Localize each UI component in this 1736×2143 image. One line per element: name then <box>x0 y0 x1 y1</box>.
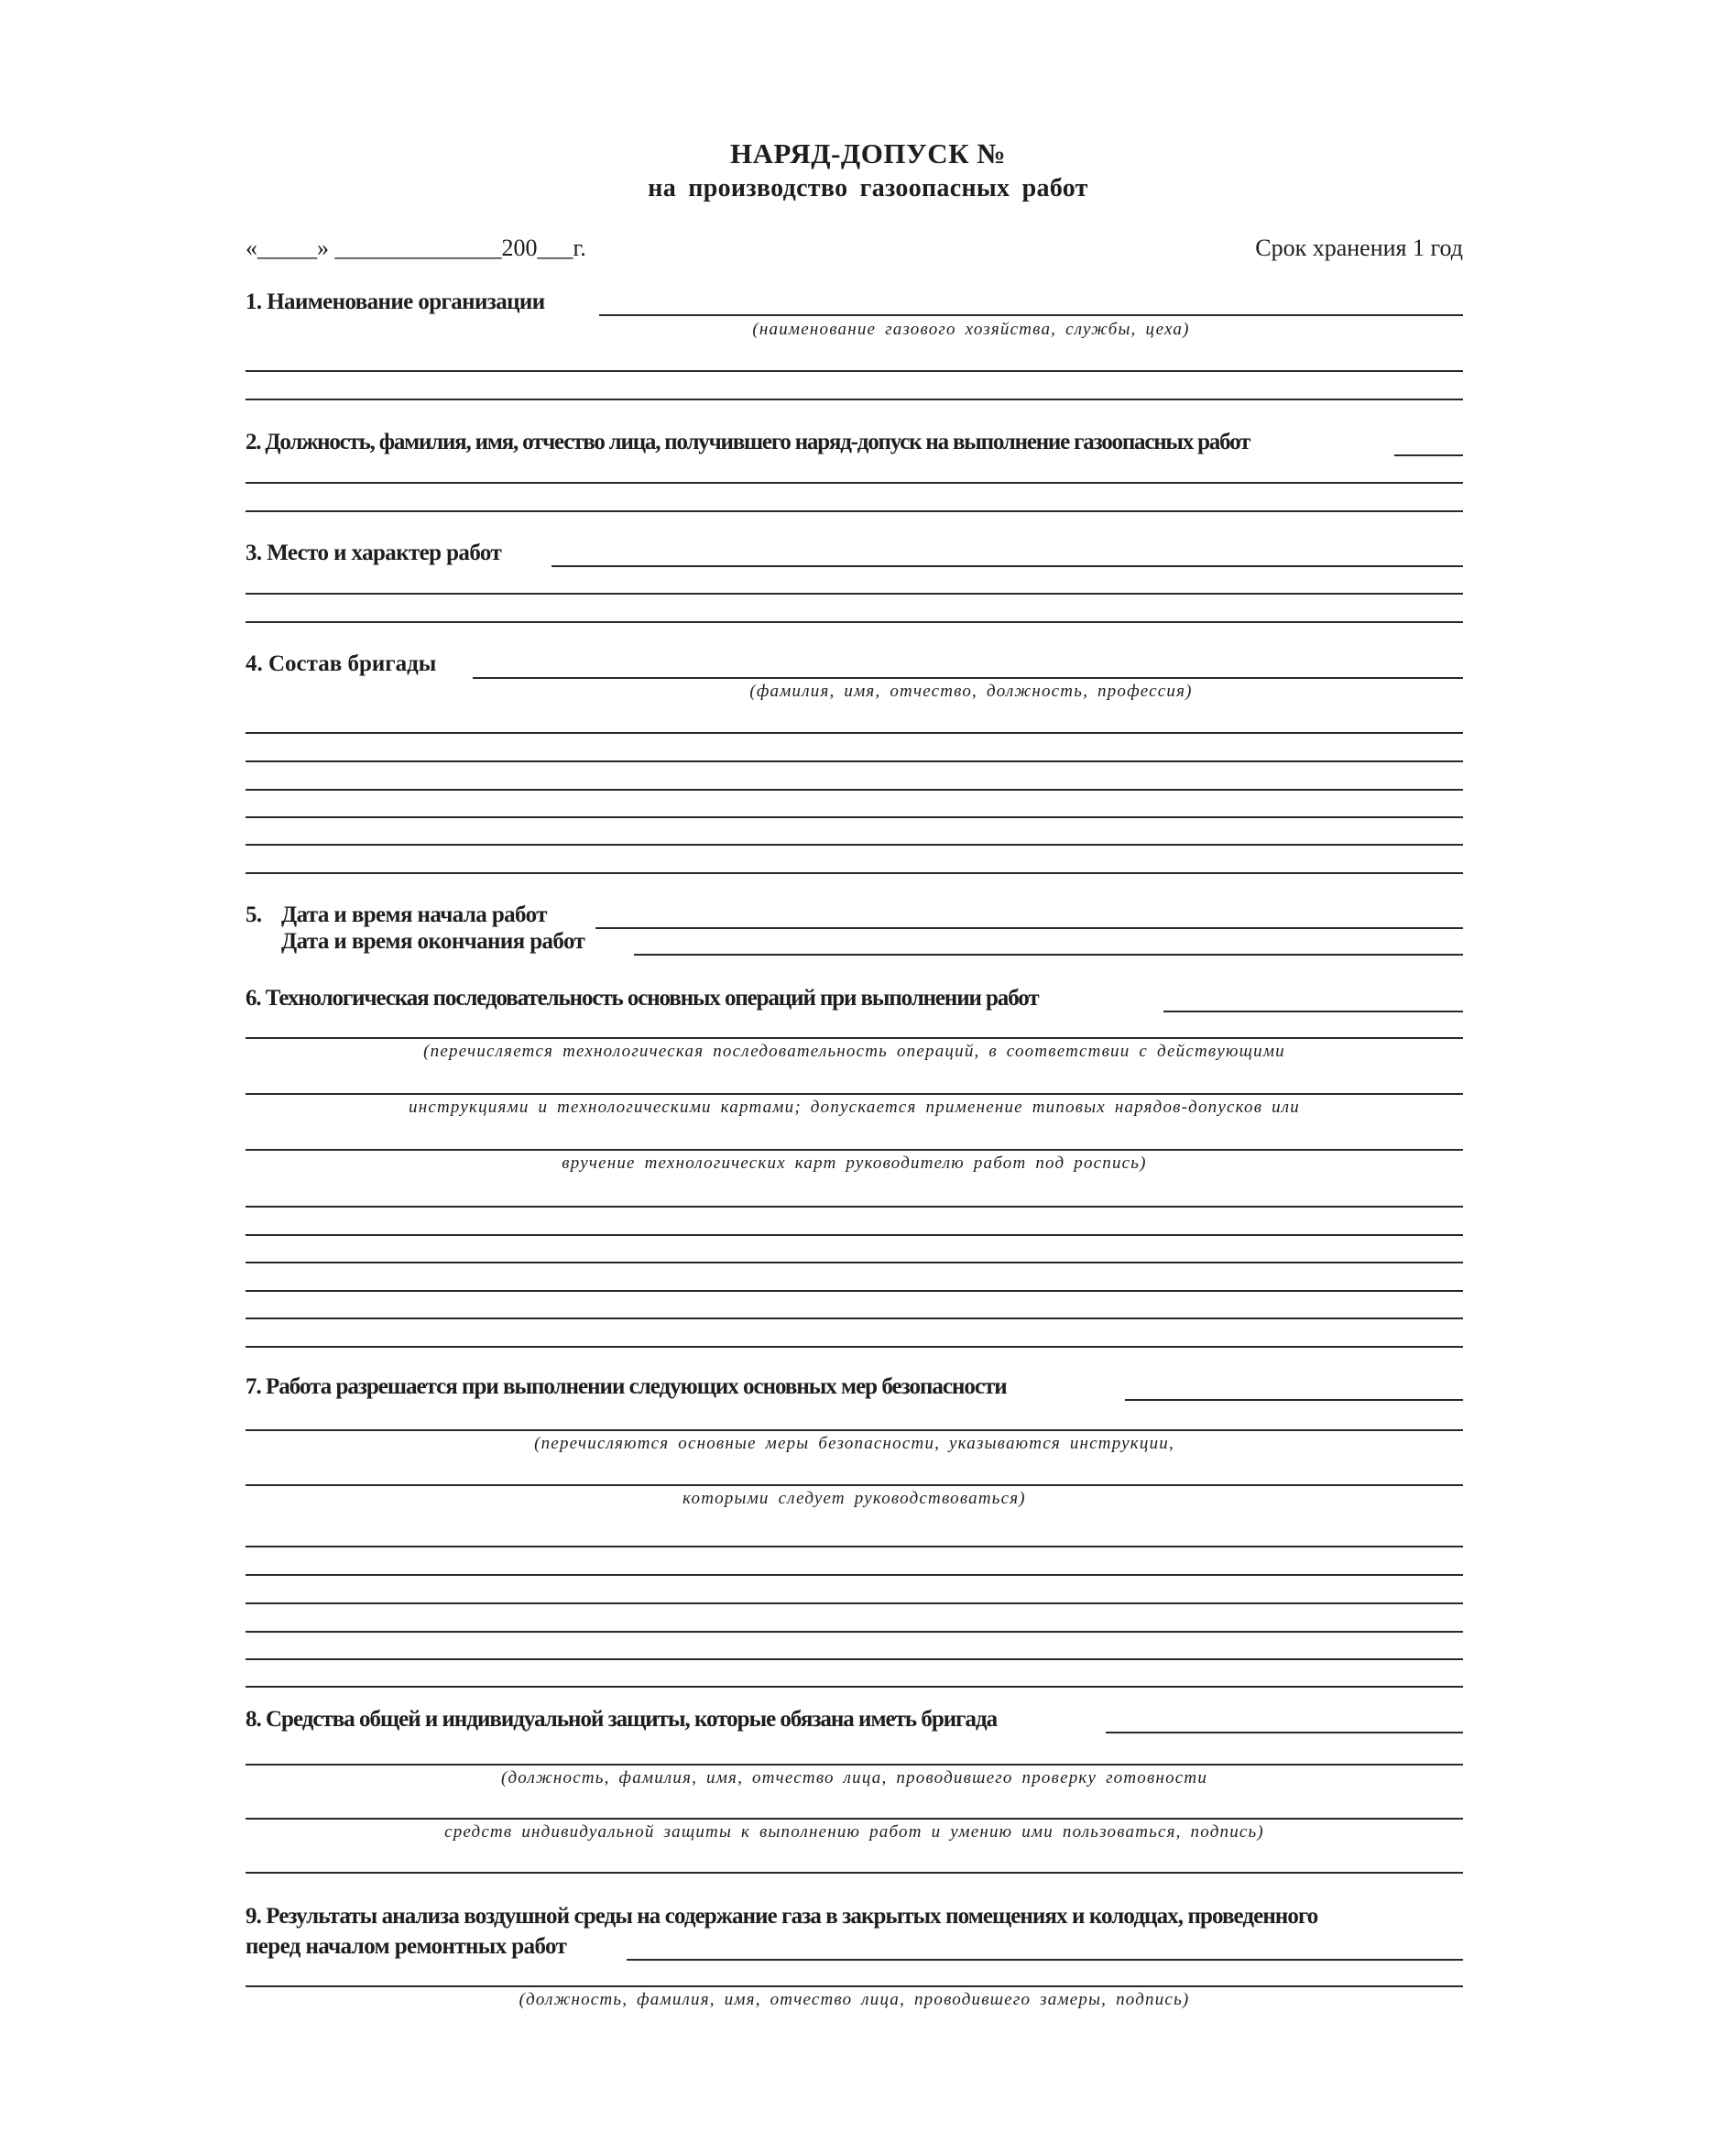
organization-name-field[interactable] <box>599 314 1463 316</box>
section-9-label-line-2: перед началом ремонтных работ <box>246 1934 567 1959</box>
fill-line[interactable] <box>246 816 1463 818</box>
fill-line[interactable] <box>246 1985 1463 1987</box>
section-8-caption-1: (должность, фамилия, имя, отчество лица, проводившего проверку готовности <box>500 1768 1208 1788</box>
date-field[interactable]: «_____» ______________200___г. <box>246 235 586 261</box>
fill-line[interactable] <box>246 1037 1463 1039</box>
fill-line[interactable] <box>246 1290 1463 1292</box>
fill-line[interactable] <box>246 1574 1463 1576</box>
responsible-person-field[interactable] <box>1394 454 1463 456</box>
retention-period: Срок хранения 1 год <box>1255 235 1463 261</box>
protection-means-field[interactable] <box>1106 1732 1463 1733</box>
fill-line[interactable] <box>246 1234 1463 1236</box>
section-4-label: 4. Состав бригады <box>246 651 437 676</box>
section-6-caption-3: вручение технологических карт руководителю работ под роспись) <box>562 1154 1147 1173</box>
fill-line[interactable] <box>246 1764 1463 1766</box>
fill-line[interactable] <box>246 1686 1463 1688</box>
fill-line[interactable] <box>246 482 1463 484</box>
fill-line[interactable] <box>246 760 1463 762</box>
fill-line[interactable] <box>246 1546 1463 1547</box>
section-3-label: 3. Место и характер работ <box>246 541 502 565</box>
fill-line[interactable] <box>246 1872 1463 1874</box>
fill-line[interactable] <box>246 593 1463 595</box>
start-datetime-field[interactable] <box>595 927 1463 929</box>
fill-line[interactable] <box>246 1093 1463 1095</box>
section-8-label: 8. Средства общей и индивидуальной защиты, которые обязана иметь бригада <box>246 1707 998 1732</box>
operations-sequence-field[interactable] <box>1163 1011 1463 1012</box>
fill-line[interactable] <box>246 1602 1463 1604</box>
fill-line[interactable] <box>246 789 1463 791</box>
fill-line[interactable] <box>246 510 1463 512</box>
fill-line[interactable] <box>246 872 1463 874</box>
section-6-caption-2: инструкциями и технологическими картами; допускается применение типовых нарядов-допусков или <box>409 1098 1300 1117</box>
end-datetime-field[interactable] <box>634 954 1463 956</box>
section-1-label: 1. Наименование организации <box>246 290 545 314</box>
brigade-composition-field[interactable] <box>473 677 1463 679</box>
fill-line[interactable] <box>246 1346 1463 1348</box>
fill-line[interactable] <box>246 1484 1463 1486</box>
section-7-caption-1: (перечисляются основные меры безопасности, указываются инструкции, <box>534 1434 1174 1453</box>
fill-line[interactable] <box>246 1818 1463 1820</box>
fill-line[interactable] <box>246 1631 1463 1633</box>
section-9-label-line-1: 9. Результаты анализа воздушной среды на содержание газа в закрытых помещениях и колодцах, проведенного <box>246 1904 1318 1929</box>
fill-line[interactable] <box>246 370 1463 372</box>
section-7-label: 7. Работа разрешается при выполнении следующих основных мер безопасности <box>246 1374 1007 1399</box>
start-datetime-label: Дата и время начала работ <box>281 902 547 927</box>
fill-line[interactable] <box>246 1318 1463 1319</box>
section-4-caption: (фамилия, имя, отчество, должность, профессия) <box>749 682 1193 701</box>
air-analysis-field[interactable] <box>627 1959 1463 1961</box>
section-1-caption: (наименование газового хозяйства, службы, цеха) <box>752 320 1190 339</box>
safety-measures-field[interactable] <box>1125 1399 1463 1401</box>
section-8-caption-2: средств индивидуальной защиты к выполнению работ и умению ими пользоваться, подпись) <box>444 1822 1264 1842</box>
work-place-field[interactable] <box>551 565 1463 567</box>
fill-line[interactable] <box>246 621 1463 623</box>
fill-line[interactable] <box>246 1658 1463 1660</box>
section-7-caption-2: которыми следует руководствоваться) <box>682 1489 1026 1508</box>
section-9-caption: (должность, фамилия, имя, отчество лица, проводившего замеры, подпись) <box>519 1990 1190 2009</box>
section-5-number: 5. <box>246 902 262 927</box>
fill-line[interactable] <box>246 1149 1463 1151</box>
fill-line[interactable] <box>246 732 1463 734</box>
section-6-caption-1: (перечисляется технологическая последовательность операций, в соответствии с действующими <box>423 1042 1285 1061</box>
fill-line[interactable] <box>246 1429 1463 1431</box>
document-subtitle: на производство газоопасных работ <box>648 174 1088 202</box>
fill-line[interactable] <box>246 844 1463 846</box>
section-2-label: 2. Должность, фамилия, имя, отчество лица, получившего наряд-допуск на выполнение газоопасных работ <box>246 430 1250 454</box>
section-6-label: 6. Технологическая последовательность основных операций при выполнении работ <box>246 986 1039 1011</box>
fill-line[interactable] <box>246 399 1463 400</box>
end-datetime-label: Дата и время окончания работ <box>281 929 585 954</box>
document-title: НАРЯД-ДОПУСК № <box>729 137 1006 169</box>
fill-line[interactable] <box>246 1206 1463 1208</box>
fill-line[interactable] <box>246 1262 1463 1263</box>
